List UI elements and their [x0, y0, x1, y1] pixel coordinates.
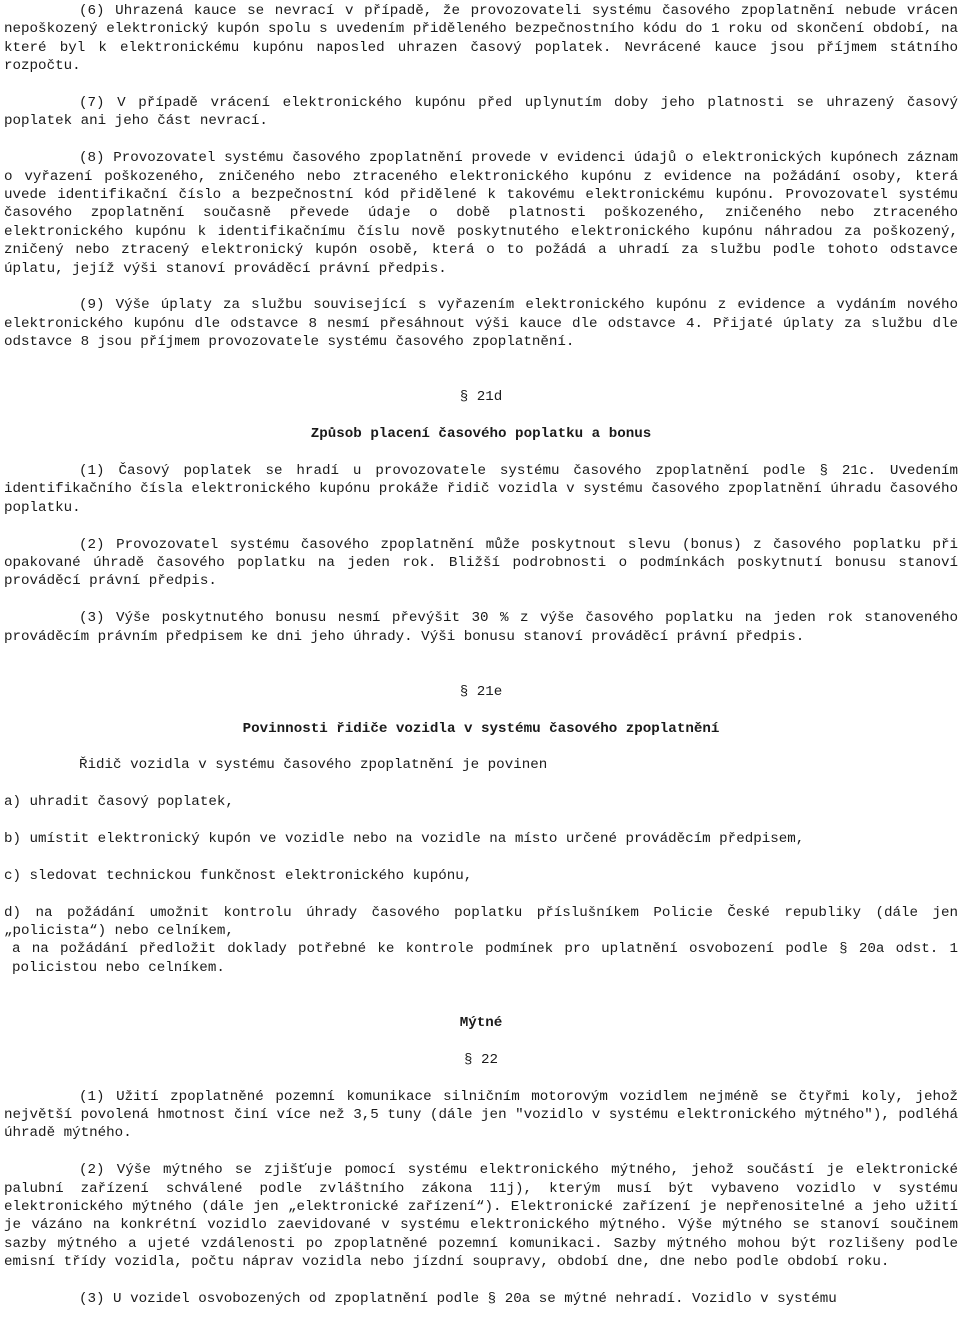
paragraph: (1) Užití zpoplatněné pozemní komunikace silničním motorovým vozidlem nejméně se čtyřmi koly, jehož největší povolená hmotnost činí více než 3,5 tuny (dále jen "vozidlo v systému elektronického mýtného"), podléhá úhradě mýtného.: [4, 1088, 958, 1142]
section-number: § 22: [463, 1051, 499, 1068]
paragraph: (2) Výše mýtného se zjišťuje pomocí systému elektronického mýtného, jehož součástí je elektronické palubní zařízení schválené podle zvláštního zákona 11j), kterým musí být vybaveno vozidlo v systému elektronického mýtného (dále jen „elektronické zařízení“). Elektronické zařízení je nepřenositelné a jeho užití je vázáno na konkrétní vozidlo zaevidované v systému elektronického mýtného. Výše mýtného se stanoví součinem sazby mýtného a ujeté vzdálenosti po zpoplatněné pozemní komunikaci. Sazby mýtného mohou být rozlišeny podle emisní třídy vozidla, počtu náprav vozidla nebo jízdní soupravy, období dne, dne nebo podle období roku.: [4, 1162, 958, 1271]
paragraph: (3) U vozidel osvobozených od zpoplatnění podle § 20a se mýtné nehradí. Vozidlo v systému: [79, 1291, 837, 1308]
list-item-continuation: a na požádání předložit doklady potřebné ke kontrole podmínek pro uplatnění osvobození podle § 20a odst. 1 policistou nebo celníkem.: [12, 941, 958, 976]
list-item: c) sledovat technickou funkčnost elektronického kupónu,: [4, 867, 473, 884]
blank-line: [4, 664, 958, 682]
document-page: [4, 2, 958, 1327]
section-number: § 21d: [459, 389, 503, 406]
paragraph: (1) Časový poplatek se hradí u provozovatele systému časového zpoplatnění podle § 21c. Uvedením identifikačního čísla elektronického kupónu prokáže řidič vozidla v systému časového zpoplatnění úhradu časového poplatku.: [4, 463, 958, 516]
list-intro: Řidič vozidla v systému časového zpoplatnění je povinen: [79, 757, 548, 774]
list-item: b) umístit elektronický kupón ve vozidle nebo na vozidle na místo určené prováděcím předpisem,: [4, 831, 805, 848]
paragraph: (2) Provozovatel systému časového zpoplatnění může poskytnout slevu (bonus) z časového poplatku při opakované úhradě časového poplatku na jeden rok. Bližší podrobnosti o podmínkách poskytnutí bonusu stanoví prováděcí právní předpis.: [4, 536, 958, 590]
paragraph: (7) V případě vrácení elektronického kupónu před uplynutím doby jeho platnosti se uhrazený časový poplatek ani jeho část nevrací.: [4, 95, 958, 130]
section-heading: Povinnosti řidiče vozidla v systému časového zpoplatnění: [242, 720, 720, 737]
paragraph: (3) Výše poskytnutého bonusu nesmí převýšit 30 % z výše časového poplatku na jeden rok stanoveného prováděcím právním předpisem ke dni jeho úhrady. Výši bonusu stanoví prováděcí právní předpis.: [4, 610, 958, 645]
section-heading: Způsob placení časového poplatku a bonus: [310, 426, 652, 443]
paragraph: (6) Uhrazená kauce se nevrací v případě, že provozovateli systému časového zpoplatnění nebude vrácen nepoškozený elektronický kupón spolu s uvedením přiděleného bezpečnostního kódu do 1 roku od skončení období, na které byl k elektronickému kupónu naposled uhrazen časový poplatek. Nevrácené kauce jsou příjmem státního rozpočtu.: [4, 3, 958, 75]
section-number: § 21e: [459, 683, 503, 700]
paragraph: (8) Provozovatel systému časového zpoplatnění provede v evidenci údajů o elektronických kupónech záznam o vyřazení poškozeného, zničeného nebo ztraceného elektronického kupónu z evidence na požádání osoby, která uvede identifikační číslo a bezpečnostní kód přidělené k takovému elektronickému kupónu. Provozovatel systému časového zpoplatnění současně převede údaje o době platnosti poškozeného, zničeného nebo ztraceného elektronického kupónu k identifikačnímu číslu nově poskytnutého elektronického kupónu náhradou za poškozený, zničený nebo ztracený elektronický kupón osobě, která o to požádá a uhradí za službu podle tohoto odstavce úplatu, jejíž výši stanoví prováděcí právní předpis.: [4, 150, 958, 277]
blank-line: [4, 996, 958, 1014]
blank-line: [4, 370, 958, 388]
list-item: a) uhradit časový poplatek,: [4, 794, 234, 811]
list-item: d) na požádání umožnit kontrolu úhrady časového poplatku příslušníkem Policie České republiky (dále jen „policista“) nebo celníkem,: [4, 904, 958, 940]
section-heading: Mýtné: [459, 1015, 503, 1032]
paragraph: (9) Výše úplaty za službu související s vyřazením elektronického kupónu z evidence a vydáním nového elektronického kupónu dle odstavce 8 nesmí přesáhnout výši kauce dle odstavce 4. Přijaté úplaty za službu dle odstavce 8 jsou příjmem provozovatele systému časového zpoplatnění.: [4, 297, 958, 351]
